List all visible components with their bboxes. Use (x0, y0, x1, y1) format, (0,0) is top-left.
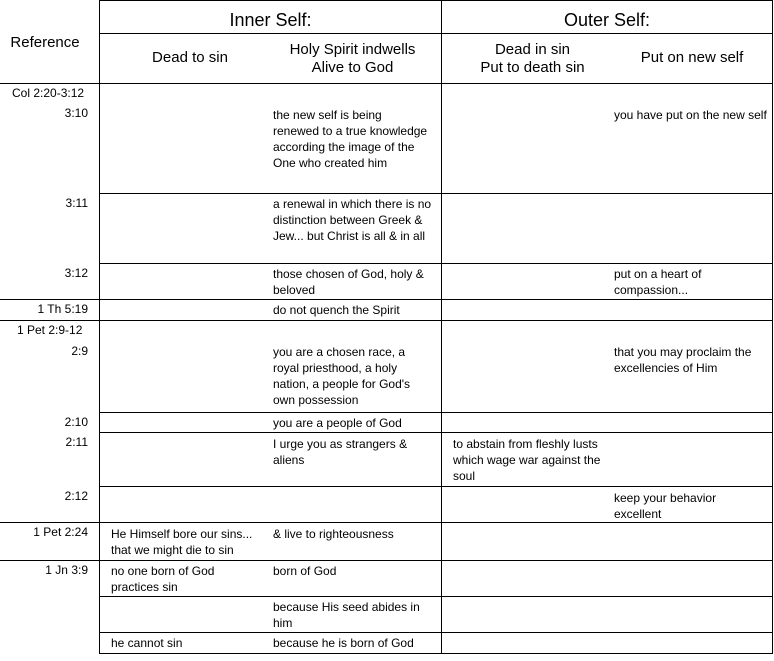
reference-3-12: 3:12 (64, 266, 88, 280)
cell-1jn-alive-2: because His seed abides in him (273, 600, 420, 630)
cell-2-9-put-on: that you may proclaim the excellencies of Him (614, 345, 752, 375)
cell-2-9-alive: you are a chosen race, a royal priesthood, a holy nation, a people for God's own possession (273, 345, 411, 407)
cell-1th-alive: do not quench the Spirit (273, 303, 400, 317)
grid-line (100, 632, 773, 633)
grid-line (100, 33, 773, 34)
cell-2-10-alive: you are a people of God (273, 416, 402, 430)
put-on-header: Put on new self (640, 49, 744, 66)
grid-line (0, 320, 773, 321)
grid-line (772, 0, 773, 654)
cell-2-12-put-on: keep your behavior excellent (614, 491, 717, 521)
holy-spirit-header-line2: Alive to God (311, 59, 394, 76)
dead-in-sin-header-line2: Put to death sin (480, 59, 585, 76)
reference-1pet-2-24: 1 Pet 2:24 (33, 525, 88, 539)
grid-line (100, 412, 773, 413)
reference-3-11: 3:11 (65, 196, 88, 210)
reference-2-9: 2:9 (71, 344, 88, 358)
grid-line (0, 83, 773, 84)
reference-1jn: 1 Jn 3:9 (45, 563, 88, 577)
cell-1jn-alive-1: born of God (273, 564, 337, 578)
grid-line (100, 432, 773, 433)
cell-3-10-alive: the new self is being renewed to a true knowledge according the image of the One who created him (273, 108, 428, 170)
grid-line (100, 193, 773, 194)
grid-line (100, 596, 773, 597)
cell-1pet-2-24-dead-to-sin: He Himself bore our sins... that we might die to sin (111, 527, 253, 557)
cell-1jn-dead-to-sin-3: he cannot sin (111, 636, 183, 650)
grid-line (100, 263, 773, 264)
cell-1jn-alive-3: because he is born of God (273, 636, 414, 650)
grid-line (100, 486, 773, 487)
cell-2-11-alive: I urge you as strangers & aliens (273, 437, 408, 467)
grid-line (0, 299, 773, 300)
reference-header: Reference (10, 34, 80, 51)
grid-line (100, 653, 773, 654)
reference-2-11: 2:11 (65, 435, 88, 449)
reference-col: Col 2:20-3:12 (12, 86, 85, 100)
cell-1pet-2-24-alive: & live to righteousness (273, 527, 394, 541)
reference-1pet: 1 Pet 2:9-12 (17, 323, 83, 337)
inner-self-header: Inner Self: (229, 10, 312, 30)
cell-3-12-put-on: put on a heart of compassion... (614, 267, 702, 297)
cell-3-11-alive: a renewal in which there is no distinction between Greek & Jew... but Christ is all & in all (273, 197, 432, 243)
dead-to-sin-header: Dead to sin (152, 49, 228, 66)
grid-line (441, 0, 442, 654)
cell-3-10-put-on: you have put on the new self (614, 108, 767, 122)
reference-1th: 1 Th 5:19 (37, 302, 88, 316)
reference-2-12: 2:12 (64, 489, 88, 503)
cell-1jn-dead-to-sin-1: no one born of God practices sin (111, 564, 215, 594)
grid-line (0, 522, 773, 523)
grid-line (100, 0, 773, 1)
cell-3-12-alive: those chosen of God, holy & beloved (273, 267, 424, 297)
outer-self-header: Outer Self: (563, 10, 651, 30)
reference-3-10: 3:10 (64, 106, 88, 120)
grid-line (0, 560, 773, 561)
dead-in-sin-header-line1: Dead in sin (494, 41, 571, 58)
holy-spirit-header-line1: Holy Spirit indwells (289, 41, 416, 58)
reference-2-10: 2:10 (64, 415, 88, 429)
cell-2-11-dead-in-sin: to abstain from fleshly lusts which wage war against the soul (453, 437, 601, 483)
